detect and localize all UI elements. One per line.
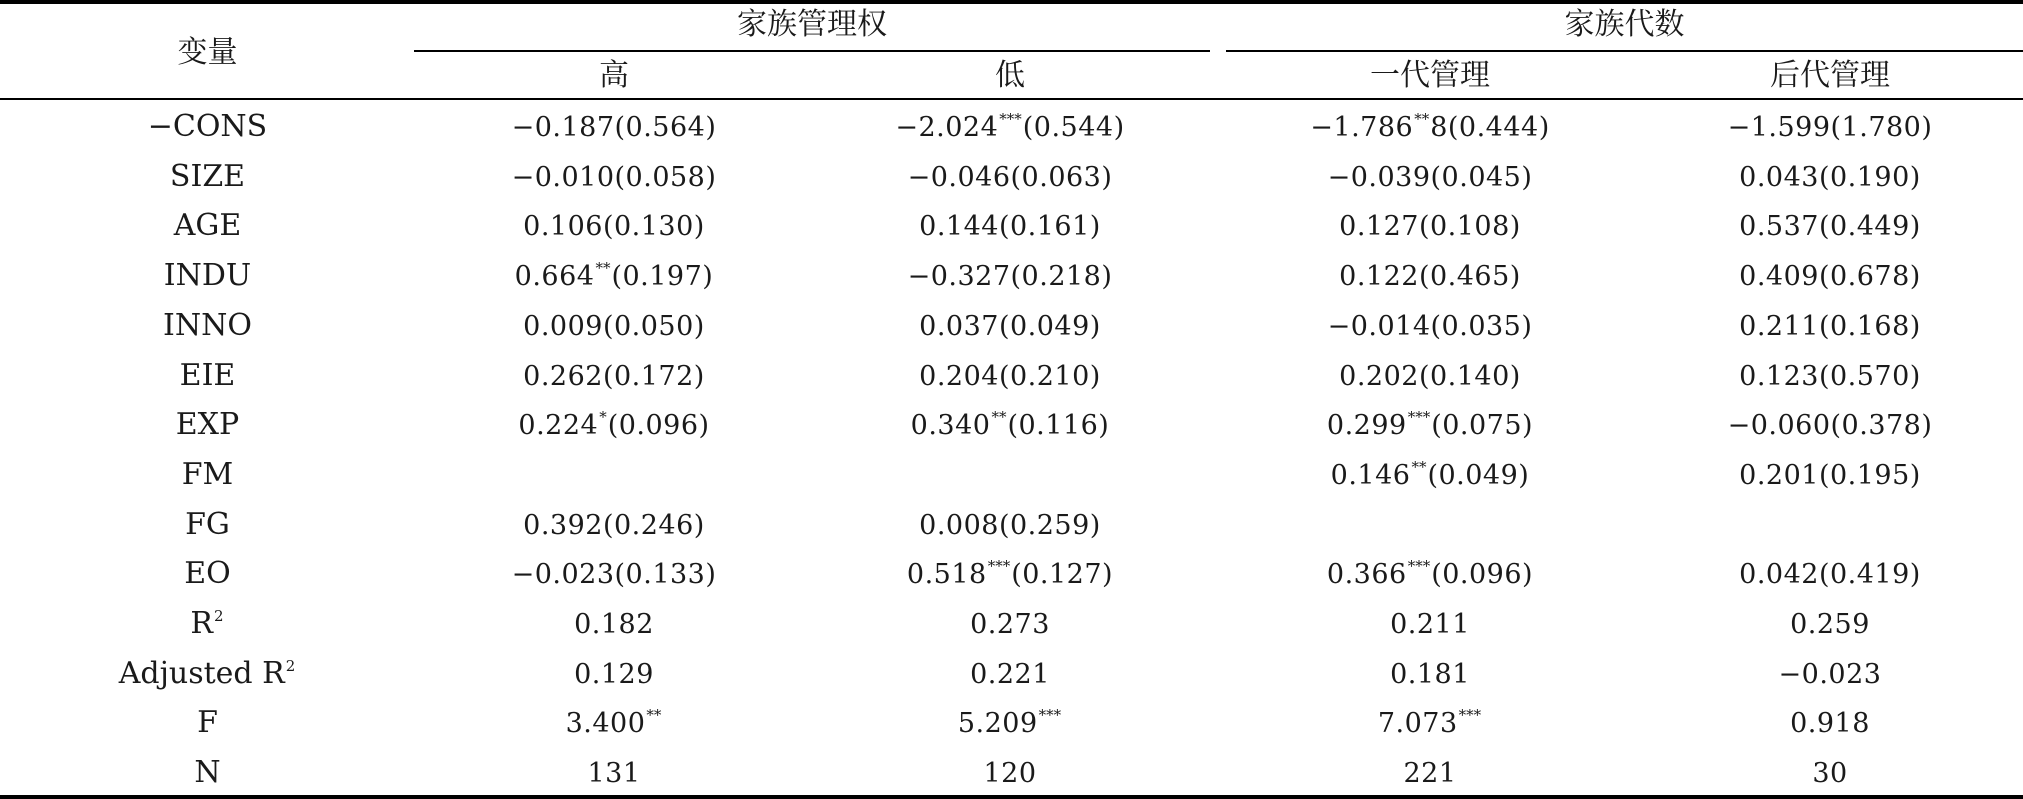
- cell-value: −0.039(0.045): [1327, 162, 1533, 193]
- cell-value: 0.146: [1330, 460, 1411, 491]
- table-cell: [835, 706, 1185, 739]
- table-cell: [440, 363, 788, 390]
- table-cell: [440, 512, 788, 539]
- row-label: [70, 407, 345, 442]
- cell-value: 0.043(0.190): [1739, 162, 1921, 193]
- cell-value: (0.197): [611, 261, 714, 292]
- row-label: [70, 507, 345, 542]
- significance-stars: ***: [1407, 557, 1431, 575]
- table-cell: [440, 408, 788, 441]
- significance-stars: **: [1414, 110, 1430, 128]
- cell-value: 7.073: [1377, 708, 1458, 739]
- table-cell: [835, 213, 1185, 240]
- table-cell: [1655, 462, 2005, 489]
- cell-value: 0.211(0.168): [1739, 311, 1921, 342]
- table-cell: [1255, 164, 1605, 191]
- table-cell: [1655, 263, 2005, 290]
- cell-value: 0.181: [1390, 659, 1470, 690]
- table-cell: [835, 661, 1185, 688]
- cell-value: 8(0.444): [1430, 112, 1550, 143]
- top-rule: [0, 0, 2023, 4]
- cell-value: 0.340: [910, 410, 991, 441]
- significance-stars: ***: [1038, 706, 1062, 724]
- row-label-superscript: 2: [285, 657, 296, 675]
- cell-value: 5.209: [957, 708, 1038, 739]
- cell-value: 0.259: [1790, 609, 1870, 640]
- significance-stars: ***: [987, 557, 1011, 575]
- cell-value: 0.366: [1326, 559, 1407, 590]
- cell-value: 0.042(0.419): [1739, 559, 1921, 590]
- row-label-text: N: [194, 755, 221, 790]
- row-label: [70, 208, 345, 243]
- table-cell: [1255, 110, 1605, 143]
- cell-value: (0.075): [1431, 410, 1534, 441]
- cell-value: −0.060(0.378): [1727, 410, 1933, 441]
- cell-value: (0.049): [1427, 460, 1530, 491]
- table-cell: [440, 164, 788, 191]
- group1-underline: [414, 50, 1210, 52]
- table-cell: [835, 263, 1185, 290]
- table-cell: [1655, 412, 2005, 439]
- cell-value: 0.008(0.259): [919, 510, 1101, 541]
- cell-value: 0.392(0.246): [523, 510, 705, 541]
- cell-value: 0.204(0.210): [919, 361, 1101, 392]
- table-cell: [440, 706, 788, 739]
- table-cell: [1255, 557, 1605, 590]
- cell-value: 0.201(0.195): [1739, 460, 1921, 491]
- cell-value: (0.096): [607, 410, 710, 441]
- row-label-text: R: [190, 606, 214, 641]
- header-rule: [0, 98, 2023, 100]
- table-cell: [835, 512, 1185, 539]
- group-header-generation: 家族代数: [1564, 7, 1685, 42]
- cell-value: −0.014(0.035): [1327, 311, 1533, 342]
- table-cell: [440, 213, 788, 240]
- cell-value: 0.518: [906, 559, 987, 590]
- table-cell: [1255, 313, 1605, 340]
- cell-value: −0.023(0.133): [511, 559, 717, 590]
- cell-value: 0.123(0.570): [1739, 361, 1921, 392]
- row-label-text: EXP: [175, 407, 240, 442]
- bottom-rule: [0, 795, 2023, 799]
- cell-value: 0.224: [518, 410, 599, 441]
- cell-value: 120: [983, 758, 1037, 789]
- cell-value: 0.409(0.678): [1739, 261, 1921, 292]
- cell-value: 221: [1403, 758, 1457, 789]
- cell-value: 0.918: [1790, 708, 1870, 739]
- table-cell: [1255, 458, 1605, 491]
- cell-value: 0.262(0.172): [523, 361, 705, 392]
- cell-value: −0.010(0.058): [511, 162, 717, 193]
- table-cell: [835, 164, 1185, 191]
- column-header-high: 高: [599, 58, 629, 93]
- row-label-text: INDU: [163, 258, 252, 293]
- row-label: [70, 308, 345, 343]
- cell-value: 0.221: [970, 659, 1050, 690]
- cell-value: 0.211: [1390, 609, 1470, 640]
- table-cell: [1655, 710, 2005, 737]
- table-cell: [1655, 313, 2005, 340]
- cell-value: −1.599(1.780): [1727, 112, 1933, 143]
- cell-value: (0.116): [1007, 410, 1110, 441]
- significance-stars: **: [1411, 458, 1427, 476]
- group-header-management: 家族管理权: [737, 7, 887, 42]
- table-cell: [1655, 611, 2005, 638]
- table-cell: [1655, 561, 2005, 588]
- table-cell: [440, 114, 788, 141]
- cell-value: 0.106(0.130): [523, 211, 705, 242]
- cell-value: 0.144(0.161): [919, 211, 1101, 242]
- cell-value: 0.202(0.140): [1339, 361, 1521, 392]
- cell-value: −0.046(0.063): [907, 162, 1113, 193]
- row-label: [70, 258, 345, 293]
- column-header-later-gen: 后代管理: [1770, 58, 1890, 93]
- row-label: [70, 705, 345, 740]
- row-label-text: Adjusted R: [118, 656, 285, 691]
- cell-value: 0.009(0.050): [523, 311, 705, 342]
- table-cell: [440, 661, 788, 688]
- table-cell: [440, 313, 788, 340]
- table-cell: [1255, 408, 1605, 441]
- row-label-text: FG: [185, 507, 230, 542]
- table-cell: [835, 313, 1185, 340]
- table-cell: [1255, 706, 1605, 739]
- table-cell: [1655, 164, 2005, 191]
- table-cell: [1255, 611, 1605, 638]
- table-cell: [835, 611, 1185, 638]
- row-label: [70, 457, 345, 492]
- cell-value: 0.127(0.108): [1339, 211, 1521, 242]
- cell-value: 30: [1812, 758, 1848, 789]
- row-label: [70, 358, 345, 393]
- column-header-low: 低: [995, 58, 1025, 93]
- cell-value: 0.273: [970, 609, 1050, 640]
- cell-value: 131: [587, 758, 641, 789]
- table-cell: [1655, 114, 2005, 141]
- cell-value: (0.096): [1431, 559, 1534, 590]
- table-cell: [1655, 661, 2005, 688]
- row-label: [70, 109, 345, 144]
- row-label: [70, 755, 345, 790]
- table-cell: [1255, 263, 1605, 290]
- row-label: [70, 159, 345, 194]
- cell-value: 3.400: [565, 708, 646, 739]
- significance-stars: ***: [1458, 706, 1482, 724]
- cell-value: (0.544): [1022, 112, 1125, 143]
- cell-value: 0.129: [574, 659, 654, 690]
- table-cell: [440, 611, 788, 638]
- cell-value: 0.122(0.465): [1339, 261, 1521, 292]
- table-cell: [1655, 363, 2005, 390]
- significance-stars: ***: [1407, 408, 1431, 426]
- significance-stars: **: [595, 259, 611, 277]
- table-cell: [835, 408, 1185, 441]
- significance-stars: *: [599, 408, 607, 426]
- significance-stars: **: [646, 706, 662, 724]
- table-cell: [835, 760, 1185, 787]
- cell-value: (0.127): [1011, 559, 1114, 590]
- table-cell: [835, 363, 1185, 390]
- table-cell: [1655, 213, 2005, 240]
- row-label-text: −CONS: [147, 109, 268, 144]
- row-label: [70, 556, 345, 591]
- row-label: [70, 656, 345, 691]
- table-cell: [1255, 213, 1605, 240]
- cell-value: 0.182: [574, 609, 654, 640]
- column-header-first-gen: 一代管理: [1370, 58, 1490, 93]
- row-label-text: SIZE: [169, 159, 246, 194]
- row-label-superscript: 2: [214, 607, 224, 625]
- row-label: [70, 606, 345, 641]
- table-cell: [440, 760, 788, 787]
- significance-stars: **: [991, 408, 1007, 426]
- table-cell: [1255, 760, 1605, 787]
- cell-value: 0.299: [1326, 410, 1407, 441]
- table-cell: [440, 561, 788, 588]
- cell-value: −0.187: [511, 112, 615, 143]
- cell-value: −0.023: [1778, 659, 1882, 690]
- table-cell: [1655, 760, 2005, 787]
- cell-value: 0.664: [514, 261, 595, 292]
- cell-value: −0.327(0.218): [907, 261, 1113, 292]
- variable-header: 变量: [177, 35, 238, 70]
- cell-value: 0.037(0.049): [919, 311, 1101, 342]
- cell-value: −2.024: [895, 112, 999, 143]
- row-label-text: F: [197, 705, 218, 740]
- row-label-text: FM: [181, 457, 234, 492]
- table-cell: [835, 110, 1185, 143]
- row-label-text: INNO: [163, 308, 252, 343]
- group2-underline: [1226, 50, 2023, 52]
- cell-value: 0.537(0.449): [1739, 211, 1921, 242]
- table-cell: [1255, 363, 1605, 390]
- row-label-text: AGE: [173, 208, 242, 243]
- cell-value: −1.786: [1310, 112, 1414, 143]
- table-cell: [1255, 661, 1605, 688]
- table-cell: [835, 557, 1185, 590]
- row-label-text: EIE: [179, 358, 236, 393]
- row-label-text: EO: [184, 556, 231, 591]
- cell-value: (0.564): [614, 112, 717, 143]
- table-cell: [440, 259, 788, 292]
- significance-stars: ***: [999, 110, 1022, 128]
